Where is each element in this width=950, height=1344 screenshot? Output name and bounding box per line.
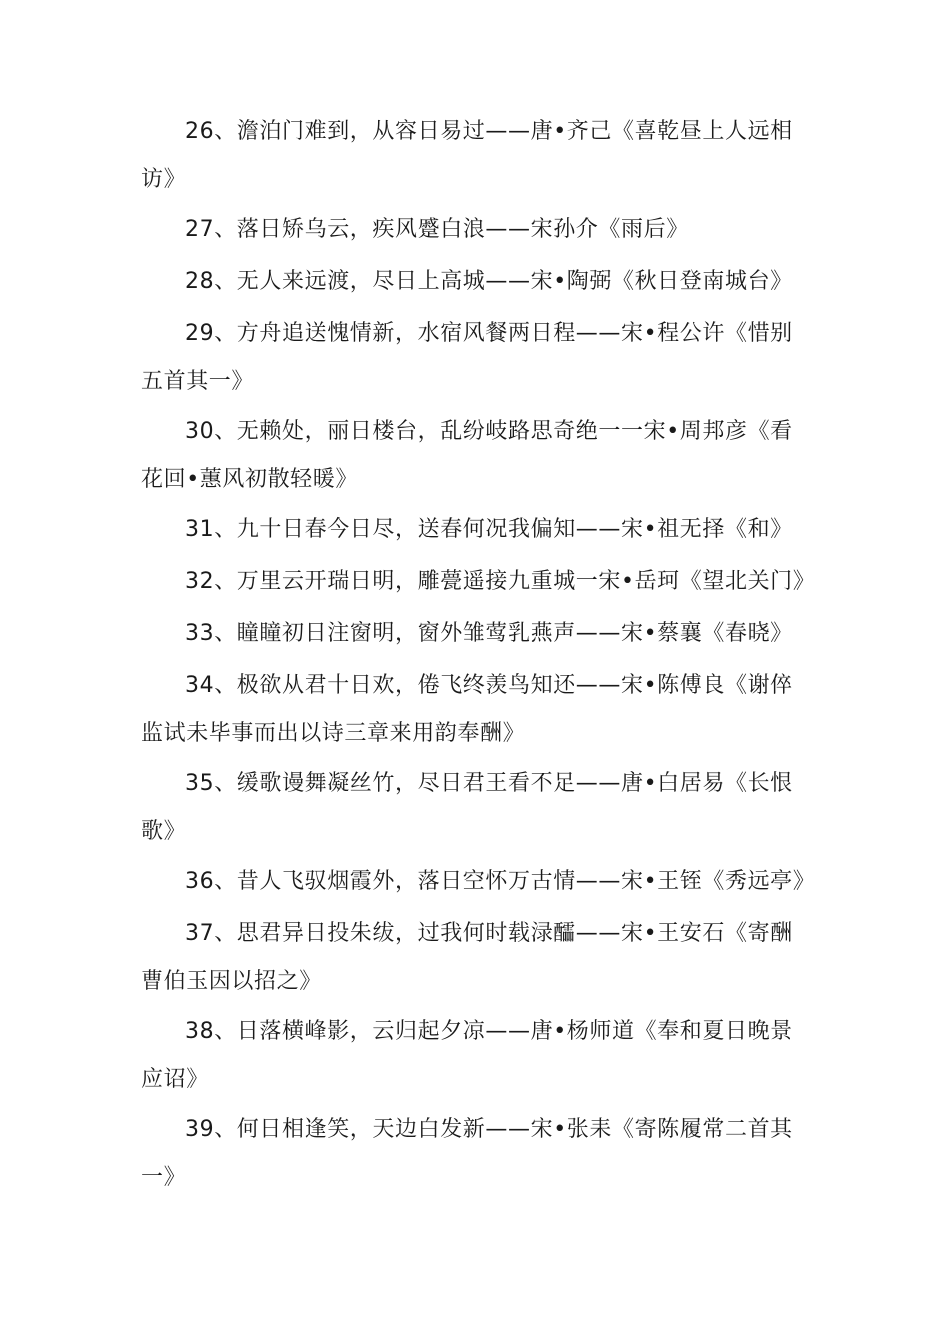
poem-entry-27: 27、落日矫乌云，疾风蹙白浪——宋孙介《雨后》	[185, 217, 689, 242]
poem-entry-38: 38、日落横峰影，云归起夕凉——唐•杨师道《奉和夏日晚景应诏》	[141, 1019, 793, 1092]
poem-entry-37: 37、思君异日投朱绂，过我何时载渌醽——宋•王安石《寄酬曹伯玉因以招之》	[141, 921, 793, 994]
poem-entry-31: 31、九十日春今日尽，送春何况我偏知——宋•祖无择《和》	[185, 517, 793, 542]
poem-entry-36: 36、昔人飞驭烟霞外，落日空怀万古情——宋•王铚《秀远亭》	[185, 869, 816, 894]
poem-entry-28: 28、无人来远渡，尽日上高城——宋•陶弼《秋日登南城台》	[185, 269, 793, 294]
poem-entry-33: 33、瞳瞳初日注窗明，窗外雏莺乳燕声——宋•蔡襄《春晓》	[185, 621, 793, 646]
poem-entry-32: 32、万里云开瑞日明，雕甍遥接九重城一宋•岳珂《望北关门》	[185, 569, 816, 594]
poem-entry-34: 34、极欲从君十日欢，倦飞终羡鸟知还——宋•陈傅良《谢倅监试未毕事而出以诗三章来用韵奉酬》	[141, 673, 793, 746]
poem-entry-39: 39、何日相逢笑，天边白发新——宋•张耒《寄陈履常二首其一》	[141, 1117, 793, 1190]
poem-entry-30: 30、无赖处，丽日楼台，乱纷岐路思奇绝一一宋•周邦彦《看花回•蕙风初散轻暖》	[141, 419, 793, 492]
poem-list	[141, 108, 816, 1204]
poem-entry-35: 35、缓歌谩舞凝丝竹，尽日君王看不足——唐•白居易《长恨歌》	[141, 771, 793, 844]
poem-entry-29: 29、方舟追送愧情新，水宿风餐两日程——宋•程公许《惜别五首其一》	[141, 321, 793, 394]
poem-entry-26: 26、澹泊门难到，从容日易过——唐•齐己《喜乾昼上人远相访》	[141, 119, 793, 192]
